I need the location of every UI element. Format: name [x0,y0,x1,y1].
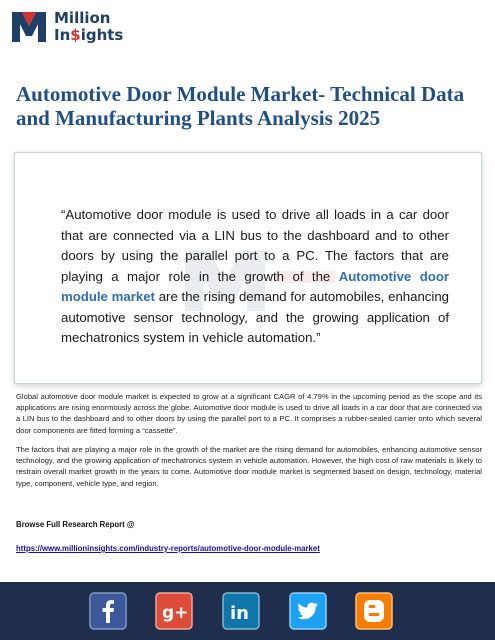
google-plus-button[interactable] [155,592,193,630]
quote-text: “Automotive door module is used to drive all loads in a car door that are connected via a LIN bus to the dashboard and to other doors by using the parallel port to a PC. The factors that are playing a major role in the growth of the Automotive door module market are the rising demand for automobiles, enhancing automotive sensor technology, and the growing application of mechatronics system in vehicle automation.” [61,207,450,345]
twitter-icon [289,592,327,630]
footer-bar [0,582,495,640]
facebook-icon [89,592,127,630]
linkedin-button[interactable] [222,592,260,630]
body-paragraph-2: The factors that are playing a major role in the growth of the market are the rising demand for automobiles, enhancing automotive sensor technology, and the growing application of mechatronics system in vehicle automation. However, the high cost of raw materials is likely to restrain overall market growth in the years to come. Automotive door module market is segmented based on design, technology, material type, component, vehicle type, and region. [16,445,482,488]
facebook-button[interactable] [89,592,127,630]
document-title: Automotive Door Module Market- Technical Data and Manufacturing Plants Analysis 2025 [16,82,465,130]
linkedin-icon [222,592,260,630]
twitter-button[interactable] [289,592,327,630]
quote-box [14,152,482,384]
logo-line1: Million [54,9,111,27]
market-highlight: Automotive door module market [61,268,450,304]
logo-mark-icon [8,6,50,48]
logo-line2: In$ights [54,26,124,44]
svg-text:g+: g+ [162,603,189,623]
million-insights-logo [8,6,148,50]
browse-label: Browse Full Research Report @ [16,520,135,529]
body-paragraph-1: Global automotive door module market is expected to grow at a significant CAGR of 4.79% in the upcoming period as the scope and its applications are rising enormously across the globe. Automotive door module is used to drive all loads in a car door that are connected via a LIN bus to the dashboard and to other doors by using the parallel port to a PC. It comprises a rubber-sealed carrier onto which several door components are fitted forming a “cassette”. [16,392,482,435]
logo-text [54,10,123,44]
google-plus-icon [155,592,193,630]
report-link[interactable]: https://www.millioninsights.com/industry-reports/automotive-door-module-market [16,544,320,553]
blogger-button[interactable] [355,592,393,630]
svg-text:in: in [230,603,249,624]
blogger-icon [355,592,393,630]
